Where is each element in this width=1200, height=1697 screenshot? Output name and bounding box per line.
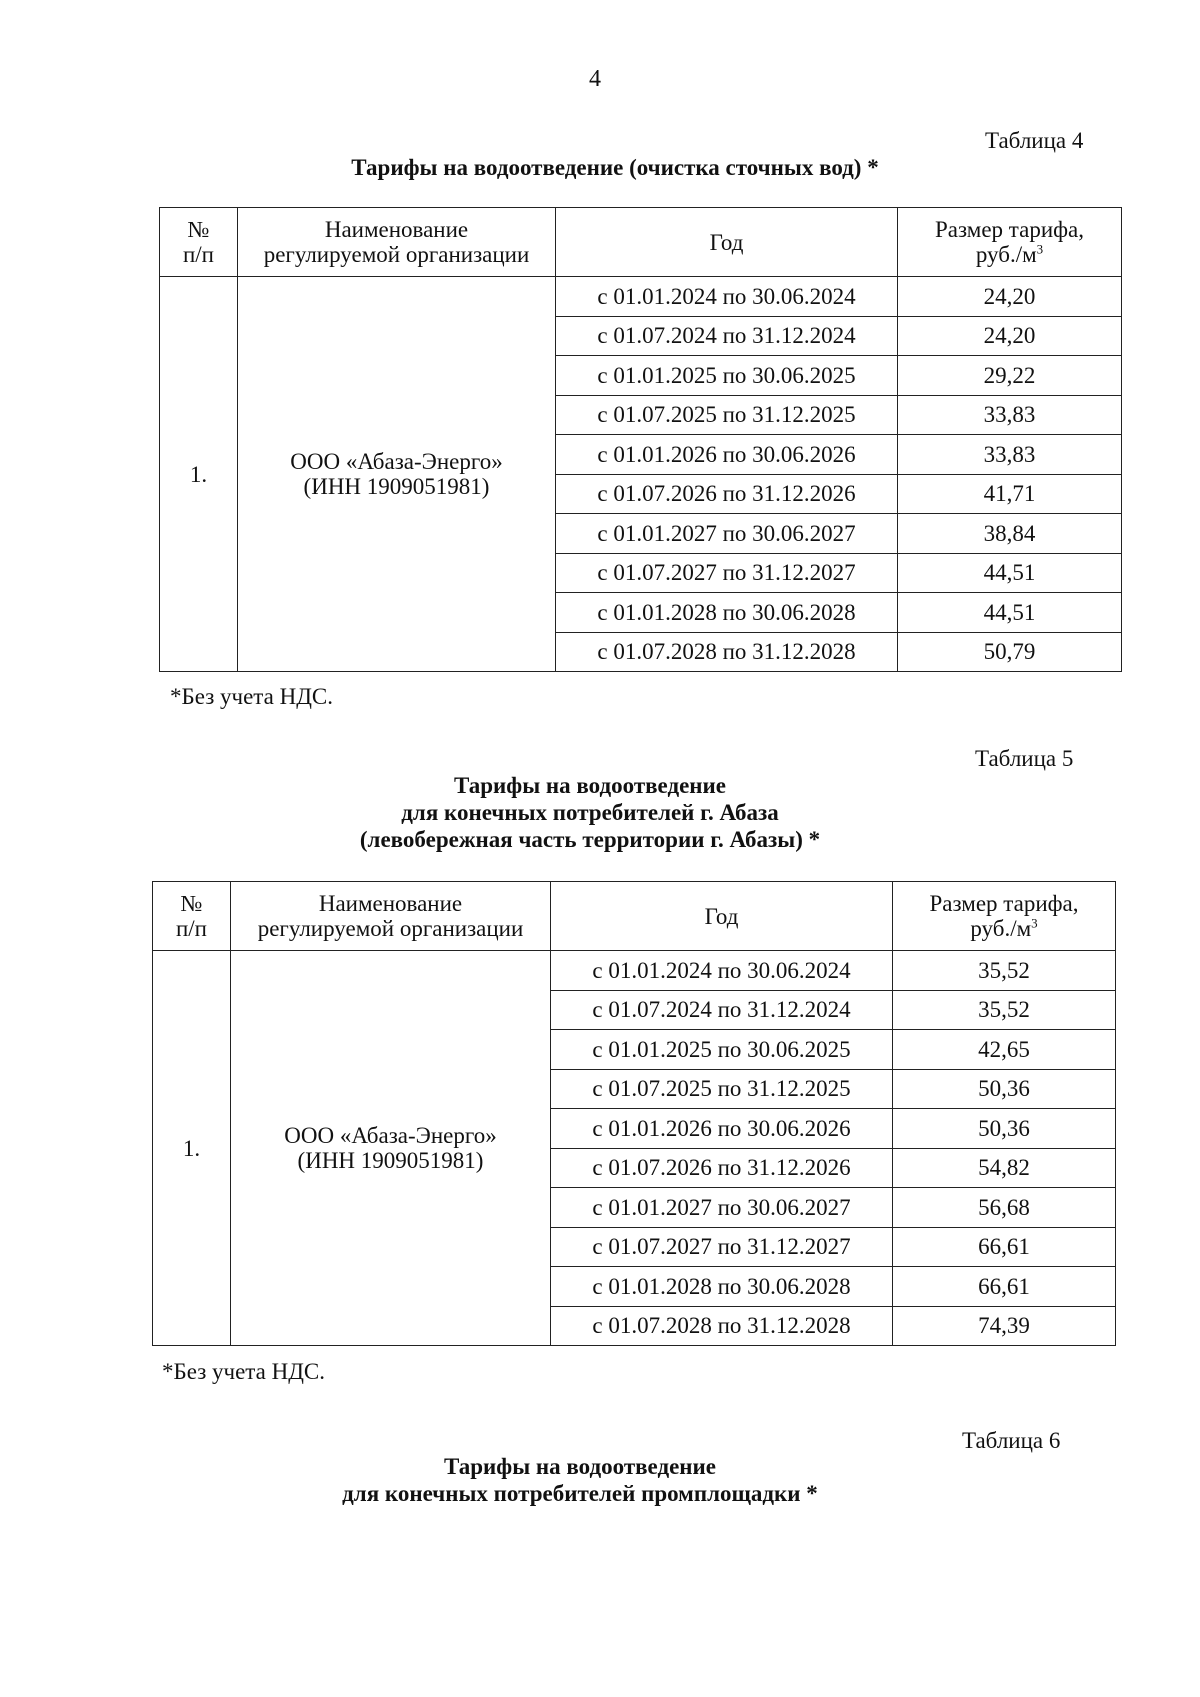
tariff-value-cell: 33,83 bbox=[898, 435, 1122, 475]
page-number: 4 bbox=[589, 66, 601, 92]
table-4-title bbox=[0, 154, 1200, 181]
column-header-num: № п/п bbox=[153, 882, 231, 951]
table-6-label: Таблица 6 bbox=[962, 1428, 1061, 1453]
table-header-row bbox=[160, 208, 1122, 277]
period-cell: с 01.01.2025 по 30.06.2025 bbox=[551, 1030, 893, 1070]
period-cell: с 01.01.2024 по 30.06.2024 bbox=[551, 951, 893, 991]
tariff-value-cell: 35,52 bbox=[893, 990, 1116, 1030]
period-cell: с 01.01.2028 по 30.06.2028 bbox=[556, 593, 898, 633]
tariff-value-cell: 42,65 bbox=[893, 1030, 1116, 1070]
period-cell: с 01.01.2027 по 30.06.2027 bbox=[551, 1188, 893, 1228]
column-header-num: № п/п bbox=[160, 208, 238, 277]
column-header-period: Год bbox=[556, 208, 898, 277]
tariff-value-cell: 56,68 bbox=[893, 1188, 1116, 1228]
table-row bbox=[160, 277, 1122, 317]
organization-name: ООО «Абаза-Энерго» bbox=[284, 1123, 497, 1148]
period-cell: с 01.01.2028 по 30.06.2028 bbox=[551, 1267, 893, 1307]
table-6-title-line: Тарифы на водоотведение bbox=[443, 1454, 717, 1479]
period-cell: с 01.07.2028 по 31.12.2028 bbox=[556, 632, 898, 672]
row-number: 1. bbox=[153, 951, 231, 1346]
row-number: 1. bbox=[160, 277, 238, 672]
table-row bbox=[153, 951, 1116, 991]
column-header-period: Год bbox=[551, 882, 893, 951]
table-6-title bbox=[0, 1453, 1195, 1507]
tariff-value-cell: 41,71 bbox=[898, 474, 1122, 514]
period-cell: с 01.01.2027 по 30.06.2027 bbox=[556, 514, 898, 554]
period-cell: с 01.07.2026 по 31.12.2026 bbox=[556, 474, 898, 514]
period-cell: с 01.01.2024 по 30.06.2024 bbox=[556, 277, 898, 317]
tariff-value-cell: 38,84 bbox=[898, 514, 1122, 554]
tariff-value-cell: 66,61 bbox=[893, 1227, 1116, 1267]
table-4-label: Таблица 4 bbox=[985, 128, 1084, 153]
tariff-value-cell: 24,20 bbox=[898, 277, 1122, 317]
table-5-footnote: *Без учета НДС. bbox=[162, 1359, 325, 1384]
table-5-title-line: (левобережная часть территории г. Абазы) * bbox=[359, 827, 821, 852]
period-cell: с 01.07.2025 по 31.12.2025 bbox=[551, 1069, 893, 1109]
tariff-table-5 bbox=[152, 881, 1116, 1346]
tariff-value-cell: 74,39 bbox=[893, 1306, 1116, 1346]
organization-inn: (ИНН 1909051981) bbox=[297, 1148, 484, 1173]
tariff-value-cell: 33,83 bbox=[898, 395, 1122, 435]
tariff-table-4 bbox=[159, 207, 1122, 672]
column-header-tariff: Размер тарифа, $руб./м^3$ bbox=[893, 882, 1116, 951]
table-5-label: Таблица 5 bbox=[975, 746, 1074, 771]
period-cell: с 01.07.2025 по 31.12.2025 bbox=[556, 395, 898, 435]
tariff-value-cell: 54,82 bbox=[893, 1148, 1116, 1188]
table-header-row bbox=[153, 882, 1116, 951]
column-header-org: Наименование регулируемой организации bbox=[238, 208, 556, 277]
tariff-value-cell: 50,79 bbox=[898, 632, 1122, 672]
period-cell: с 01.07.2024 по 31.12.2024 bbox=[556, 316, 898, 356]
column-header-tariff: Размер тарифа, $руб./м^3$ bbox=[898, 208, 1122, 277]
tariff-value-cell: 35,52 bbox=[893, 951, 1116, 991]
table-6-title-line: для конечных потребителей промплощадки * bbox=[342, 1481, 818, 1506]
period-cell: с 01.07.2027 по 31.12.2027 bbox=[556, 553, 898, 593]
tariff-value-cell: 50,36 bbox=[893, 1069, 1116, 1109]
column-header-org: Наименование регулируемой организации bbox=[231, 882, 551, 951]
organization-inn: (ИНН 1909051981) bbox=[303, 474, 490, 499]
table-5-title-line: для конечных потребителей г. Абаза bbox=[401, 800, 779, 825]
table-5-title-line: Тарифы на водоотведение bbox=[453, 773, 727, 798]
tariff-value-cell: 44,51 bbox=[898, 593, 1122, 633]
table-4-title-line: Тарифы на водоотведение (очистка сточных вод) * bbox=[351, 155, 879, 180]
tariff-value-cell: 50,36 bbox=[893, 1109, 1116, 1149]
period-cell: с 01.01.2026 по 30.06.2026 bbox=[551, 1109, 893, 1149]
organization-cell bbox=[238, 277, 556, 672]
tariff-value-cell: 44,51 bbox=[898, 553, 1122, 593]
organization-name: ООО «Абаза-Энерго» bbox=[290, 449, 503, 474]
tariff-value-cell: 24,20 bbox=[898, 316, 1122, 356]
period-cell: с 01.07.2027 по 31.12.2027 bbox=[551, 1227, 893, 1267]
period-cell: с 01.01.2025 по 30.06.2025 bbox=[556, 356, 898, 396]
period-cell: с 01.07.2026 по 31.12.2026 bbox=[551, 1148, 893, 1188]
period-cell: с 01.07.2024 по 31.12.2024 bbox=[551, 990, 893, 1030]
period-cell: с 01.01.2026 по 30.06.2026 bbox=[556, 435, 898, 475]
table-5-title bbox=[0, 772, 1200, 853]
tariff-value-cell: 66,61 bbox=[893, 1267, 1116, 1307]
organization-cell bbox=[231, 951, 551, 1346]
tariff-value-cell: 29,22 bbox=[898, 356, 1122, 396]
table-4-footnote: *Без учета НДС. bbox=[170, 684, 333, 709]
period-cell: с 01.07.2028 по 31.12.2028 bbox=[551, 1306, 893, 1346]
